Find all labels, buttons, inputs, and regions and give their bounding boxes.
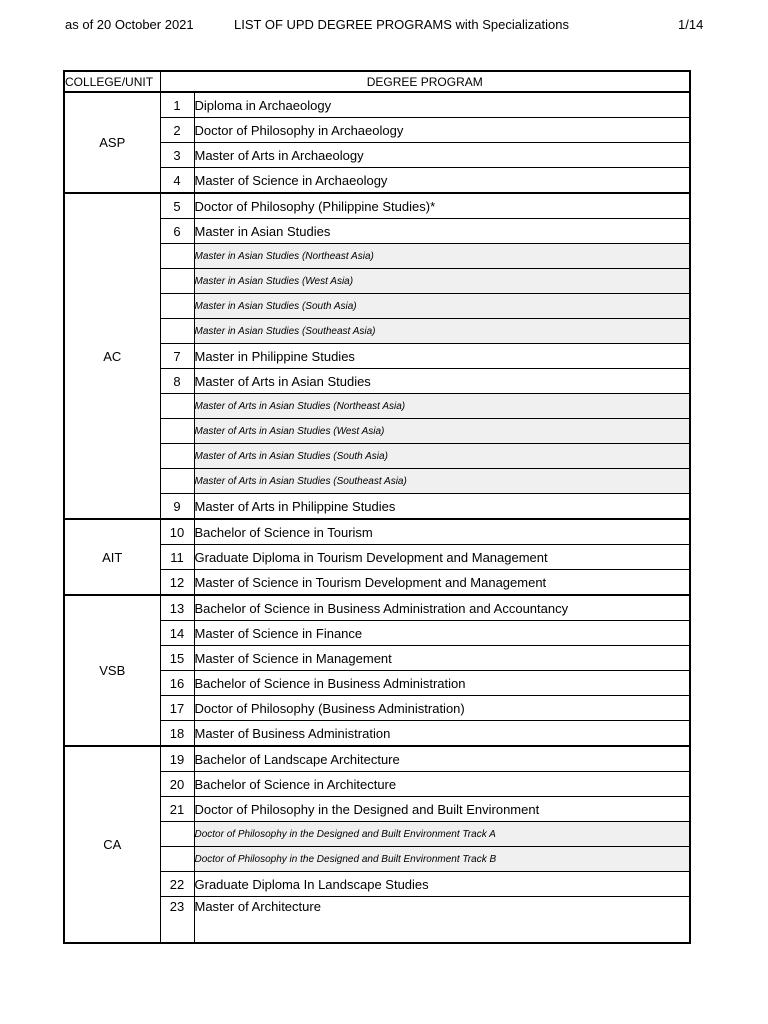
- program-name-cell: Graduate Diploma in Tourism Development and Management: [194, 545, 690, 570]
- program-number-cell: 15: [160, 646, 194, 671]
- program-name-cell: Bachelor of Science in Business Administration: [194, 671, 690, 696]
- program-number-cell: 12: [160, 570, 194, 596]
- degree-programs-table: [63, 70, 691, 944]
- program-name-cell: Doctor of Philosophy (Philippine Studies)*: [194, 193, 690, 219]
- college-unit-cell: VSB: [64, 595, 160, 746]
- program-number-cell: 3: [160, 143, 194, 168]
- specialization-name-cell: Master of Arts in Asian Studies (Northeast Asia): [194, 394, 690, 419]
- program-name-cell: Master of Arts in Asian Studies: [194, 369, 690, 394]
- program-row: [64, 519, 690, 545]
- program-number-cell: [160, 419, 194, 444]
- program-name-cell: Graduate Diploma In Landscape Studies: [194, 872, 690, 897]
- specialization-name-cell: Master of Arts in Asian Studies (West Asia): [194, 419, 690, 444]
- program-name-cell: Doctor of Philosophy (Business Administration): [194, 696, 690, 721]
- program-number-cell: 16: [160, 671, 194, 696]
- college-unit-cell: AC: [64, 193, 160, 519]
- program-number-cell: [160, 469, 194, 494]
- specialization-name-cell: Master in Asian Studies (Southeast Asia): [194, 319, 690, 344]
- program-name-cell: Master of Science in Tourism Development and Management: [194, 570, 690, 596]
- program-name-cell: Master of Architecture: [194, 897, 690, 944]
- college-unit-cell: AIT: [64, 519, 160, 595]
- program-name-cell: Bachelor of Science in Architecture: [194, 772, 690, 797]
- program-name-cell: Master in Asian Studies: [194, 219, 690, 244]
- program-number-cell: 8: [160, 369, 194, 394]
- program-name-cell: Master of Science in Finance: [194, 621, 690, 646]
- program-row: [64, 92, 690, 118]
- program-number-cell: [160, 244, 194, 269]
- program-name-cell: Diploma in Archaeology: [194, 92, 690, 118]
- program-name-cell: Master of Business Administration: [194, 721, 690, 747]
- program-number-cell: [160, 847, 194, 872]
- program-name-cell: Bachelor of Landscape Architecture: [194, 746, 690, 772]
- program-number-cell: 2: [160, 118, 194, 143]
- program-number-cell: 20: [160, 772, 194, 797]
- specialization-name-cell: Master in Asian Studies (Northeast Asia): [194, 244, 690, 269]
- document-title: LIST OF UPD DEGREE PROGRAMS with Specializations: [234, 17, 569, 32]
- program-number-cell: 11: [160, 545, 194, 570]
- program-number-cell: 19: [160, 746, 194, 772]
- column-header-degree-program: DEGREE PROGRAM: [160, 71, 690, 92]
- program-name-cell: Master of Arts in Archaeology: [194, 143, 690, 168]
- program-number-cell: 9: [160, 494, 194, 520]
- program-number-cell: [160, 319, 194, 344]
- program-name-cell: Doctor of Philosophy in Archaeology: [194, 118, 690, 143]
- table-header-row: [64, 71, 690, 92]
- program-number-cell: 4: [160, 168, 194, 194]
- program-number-cell: [160, 394, 194, 419]
- college-unit-cell: ASP: [64, 92, 160, 193]
- specialization-name-cell: Doctor of Philosophy in the Designed and Built Environment Track A: [194, 822, 690, 847]
- program-number-cell: 1: [160, 92, 194, 118]
- program-number-cell: 17: [160, 696, 194, 721]
- table-body: [64, 92, 690, 943]
- program-name-cell: Master of Arts in Philippine Studies: [194, 494, 690, 520]
- program-name-cell: Master of Science in Management: [194, 646, 690, 671]
- program-name-cell: Bachelor of Science in Business Administration and Accountancy: [194, 595, 690, 621]
- program-number-cell: [160, 444, 194, 469]
- program-name-cell: Master of Science in Archaeology: [194, 168, 690, 194]
- program-row: [64, 193, 690, 219]
- program-row: [64, 595, 690, 621]
- program-row: [64, 746, 690, 772]
- page-number: 1/14: [678, 17, 704, 32]
- program-number-cell: 22: [160, 872, 194, 897]
- specialization-name-cell: Master of Arts in Asian Studies (South Asia): [194, 444, 690, 469]
- program-name-cell: Bachelor of Science in Tourism: [194, 519, 690, 545]
- program-number-cell: 13: [160, 595, 194, 621]
- program-number-cell: 18: [160, 721, 194, 747]
- program-number-cell: 23: [160, 897, 194, 944]
- column-header-college-unit: COLLEGE/UNIT: [64, 71, 160, 92]
- program-number-cell: 6: [160, 219, 194, 244]
- program-number-cell: [160, 269, 194, 294]
- specialization-name-cell: Doctor of Philosophy in the Designed and Built Environment Track B: [194, 847, 690, 872]
- program-number-cell: 7: [160, 344, 194, 369]
- program-number-cell: 14: [160, 621, 194, 646]
- document-date: as of 20 October 2021: [65, 17, 194, 32]
- program-number-cell: [160, 294, 194, 319]
- program-number-cell: 21: [160, 797, 194, 822]
- program-number-cell: [160, 822, 194, 847]
- program-name-cell: Doctor of Philosophy in the Designed and Built Environment: [194, 797, 690, 822]
- college-unit-cell: CA: [64, 746, 160, 943]
- specialization-name-cell: Master of Arts in Asian Studies (Southeast Asia): [194, 469, 690, 494]
- program-number-cell: 5: [160, 193, 194, 219]
- specialization-name-cell: Master in Asian Studies (South Asia): [194, 294, 690, 319]
- program-name-cell: Master in Philippine Studies: [194, 344, 690, 369]
- program-number-cell: 10: [160, 519, 194, 545]
- specialization-name-cell: Master in Asian Studies (West Asia): [194, 269, 690, 294]
